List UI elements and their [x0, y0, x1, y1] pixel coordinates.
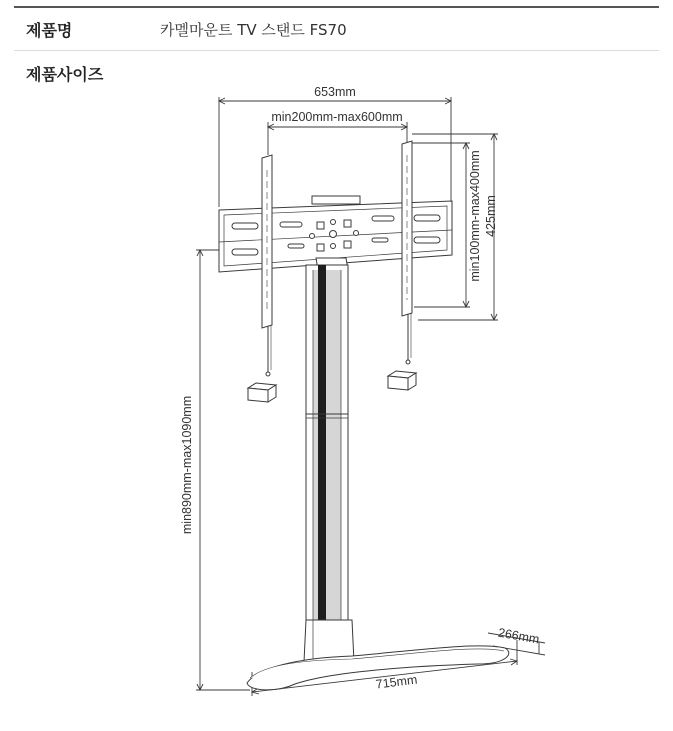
- stand-column: [306, 258, 348, 665]
- vesa-vertical-label: min100mm-max400mm: [468, 150, 482, 282]
- product-name-label: 제품명: [26, 21, 73, 40]
- base-depth-label: 266mm: [496, 625, 541, 647]
- stand-height-label: min890mm-max1090mm: [180, 395, 194, 535]
- product-name-value: 카멜마운트 TV 스탠드 FS70: [160, 21, 347, 39]
- left-vertical-arm: [262, 155, 272, 376]
- right-spacer-block: [388, 371, 416, 390]
- left-spacer-block: [248, 383, 276, 402]
- vesa-horizontal-label: min200mm-max600mm: [271, 110, 403, 124]
- right-vertical-arm: [402, 141, 412, 364]
- dim-stand-height: [196, 250, 260, 690]
- base-width-label: 715mm: [374, 672, 419, 692]
- product-size-label: 제품사이즈: [26, 65, 104, 84]
- overall-width-label: 653mm: [314, 85, 356, 99]
- dim-vesa-horizontal: [268, 122, 407, 155]
- bracket-height-label: 425mm: [484, 195, 498, 237]
